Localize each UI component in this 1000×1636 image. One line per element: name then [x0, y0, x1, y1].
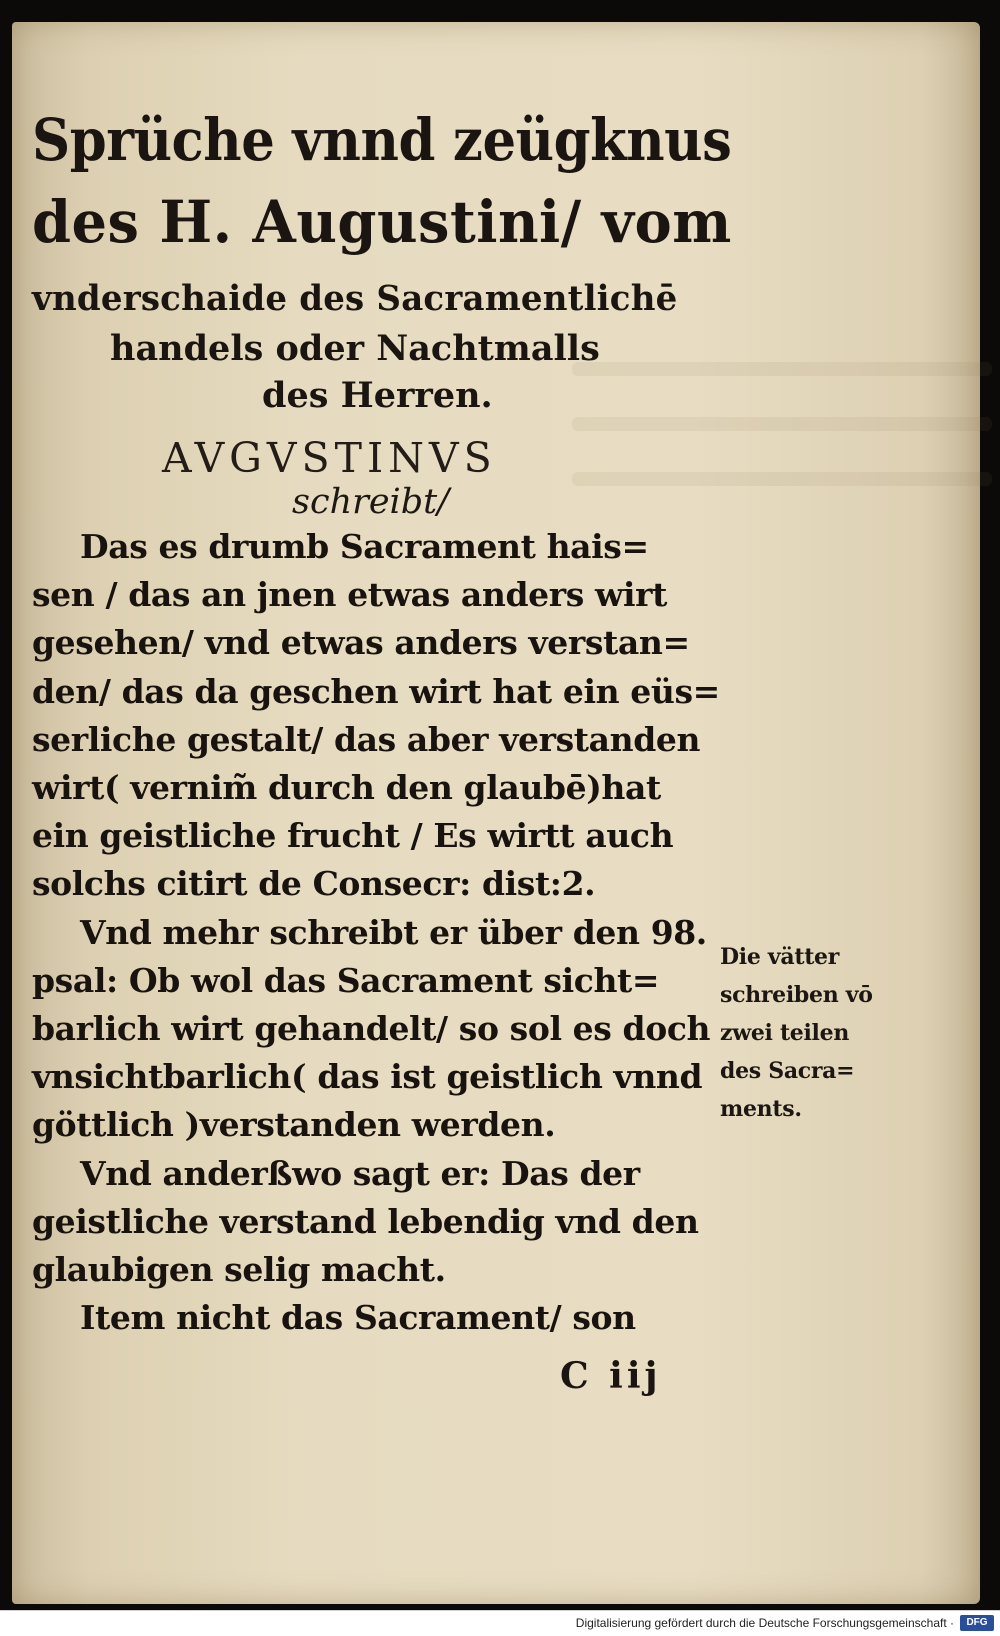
title-line: vnderschaide des Sacramentlichē: [32, 278, 678, 319]
body-line: serliche gestalt/ das aber verstanden: [32, 719, 701, 759]
footer-strip: [0, 1610, 1000, 1636]
funding-credit: Digitalisierung gefördert durch die Deutsche Forschungsgemeinschaft ·: [575, 1616, 954, 1630]
section-subheading: schreibt/: [292, 482, 450, 522]
bleed-through-line: [572, 472, 992, 486]
body-line: wirt( vernim̃ durch den glaubē)hat: [32, 768, 661, 807]
signature-mark: C iij: [560, 1355, 662, 1397]
body-line: glaubigen selig macht.: [32, 1250, 446, 1289]
title-line: handels oder Nachtmalls: [110, 328, 600, 369]
body-line: psal: Ob wol das Sacrament sicht=: [32, 960, 660, 1000]
body-line: Item nicht das Sacrament/ son: [80, 1298, 636, 1338]
dfg-logo-icon: DFG: [960, 1615, 994, 1631]
marginal-note-line: zwei teilen: [720, 1020, 850, 1046]
marginal-note-line: ments.: [720, 1096, 802, 1122]
bleed-through-line: [572, 417, 992, 431]
title-line: des Herren.: [262, 375, 493, 416]
title-line: Sprüche vnnd zeügknus: [32, 106, 732, 174]
body-line: solchs citirt de Consecr: dist:2.: [32, 864, 596, 904]
marginal-note-line: schreiben vō: [720, 982, 873, 1008]
body-line: den/ das da geschen wirt hat ein eüs=: [32, 671, 720, 711]
body-line: geistliche verstand lebendig vnd den: [32, 1201, 699, 1241]
body-line: barlich wirt gehandelt/ so sol es doch: [32, 1009, 711, 1048]
body-line: sen / das an jnen etwas anders wirt: [32, 575, 667, 615]
body-line: gesehen/ vnd etwas anders verstan=: [32, 623, 690, 663]
body-line: Vnd mehr schreibt er über den 98.: [80, 912, 707, 952]
body-line: ein geistliche frucht / Es wirtt auch: [32, 816, 674, 856]
body-line: Vnd anderßwo sagt er: Das der: [80, 1153, 640, 1193]
marginal-note-line: des Sacra=: [720, 1058, 855, 1084]
body-line: vnsichtbarlich( das ist geistlich vnnd: [32, 1057, 703, 1097]
section-heading: AVGVSTINVS: [162, 434, 497, 482]
body-line: Das es drumb Sacrament hais=: [80, 527, 649, 566]
body-line: göttlich )verstanden werden.: [32, 1105, 556, 1145]
book-page: [12, 22, 980, 1604]
title-line: des H. Augustini/ vom: [32, 188, 732, 256]
marginal-note-line: Die vätter: [720, 944, 840, 970]
